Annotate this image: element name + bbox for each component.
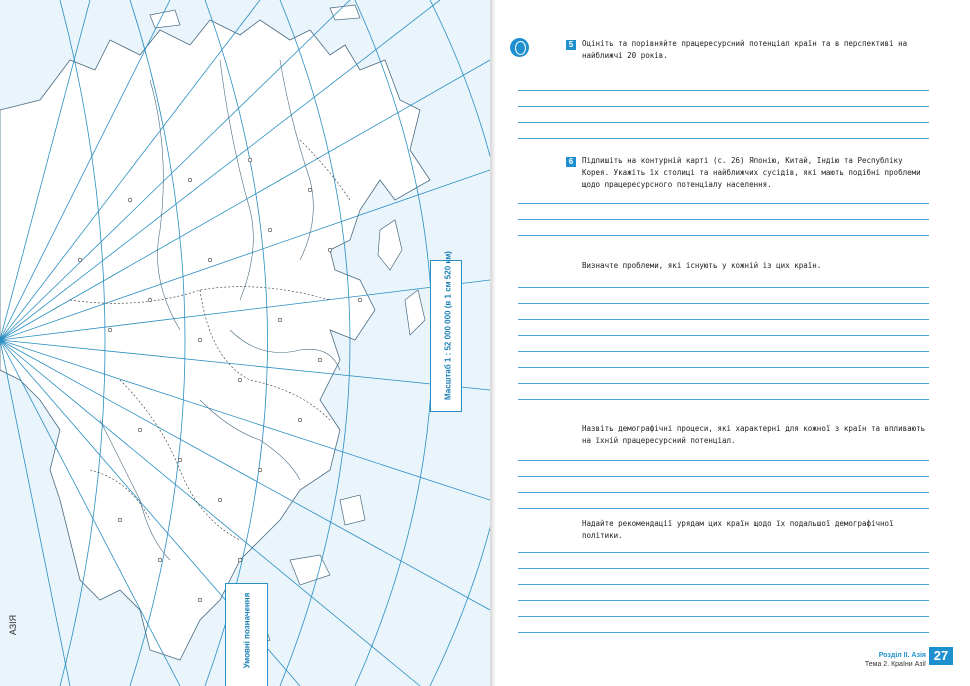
map-scale <box>430 251 462 412</box>
answer-line <box>518 399 929 400</box>
answer-line <box>518 616 929 617</box>
answer-line <box>518 203 929 204</box>
island <box>330 5 360 20</box>
answer-line <box>518 351 929 352</box>
island <box>378 220 402 270</box>
page-number: 27 <box>929 647 953 665</box>
answer-line <box>518 552 929 553</box>
answer-line <box>518 219 929 220</box>
island <box>150 10 180 28</box>
answer-line <box>518 383 929 384</box>
answer-line <box>518 106 929 107</box>
map-region-label: АЗІЯ <box>8 614 18 636</box>
prompt-recommendations: Надайте рекомендації урядам цих країн щодо їх подальшої демографічної політики. <box>582 519 894 540</box>
globe-icon <box>510 38 529 57</box>
answer-line <box>518 568 929 569</box>
prompt-problems: Визначте проблеми, які існують у кожній із цих країн. <box>582 261 822 270</box>
answer-line <box>518 335 929 336</box>
map-legend <box>225 583 268 686</box>
answer-line <box>518 632 929 633</box>
land-mass <box>0 20 430 660</box>
answer-line <box>518 460 929 461</box>
workbook-page <box>496 0 970 686</box>
footer-section: Розділ II. Азія <box>878 652 926 659</box>
answer-line <box>518 122 929 123</box>
answer-line <box>518 138 929 139</box>
answer-line <box>518 508 929 509</box>
island <box>405 290 425 335</box>
footer-topic: Тема 2. Країни Азії <box>864 661 926 668</box>
task-6-text: Підпишіть на контурній карті (с. 26) Японію, Китай, Індію та Республіку Корея. Укажіть їх столиці та найближчих сусідів, які мають подібні проблеми щодо працересурсного потенціалу населення. <box>582 156 921 189</box>
answer-line <box>518 600 929 601</box>
task-6-number: 6 <box>566 157 576 167</box>
prompt-demographic-processes: Назвіть демографічні процеси, які характерні для кожної з країн та впливають на їхній працересурсний потенціал. <box>582 424 926 445</box>
task-5-number: 5 <box>566 40 576 50</box>
answer-line <box>518 287 929 288</box>
island <box>290 555 330 585</box>
answer-line <box>518 584 929 585</box>
answer-line <box>518 319 929 320</box>
island <box>340 495 365 525</box>
map-legend-title: Умовні позначення <box>242 592 252 669</box>
map-scale-text: Масштаб 1 : 52 000 000 (в 1 см 520 км) <box>443 251 453 400</box>
answer-line <box>518 235 929 236</box>
answer-line <box>518 367 929 368</box>
answer-line <box>518 476 929 477</box>
answer-line <box>518 303 929 304</box>
answer-line <box>518 492 929 493</box>
answer-line <box>518 90 929 91</box>
page-footer <box>865 651 926 669</box>
task-5-text: Оцініть та порівняйте працересурсний потенціал країн та в перспективі на найближчі 20 років. <box>582 39 908 60</box>
